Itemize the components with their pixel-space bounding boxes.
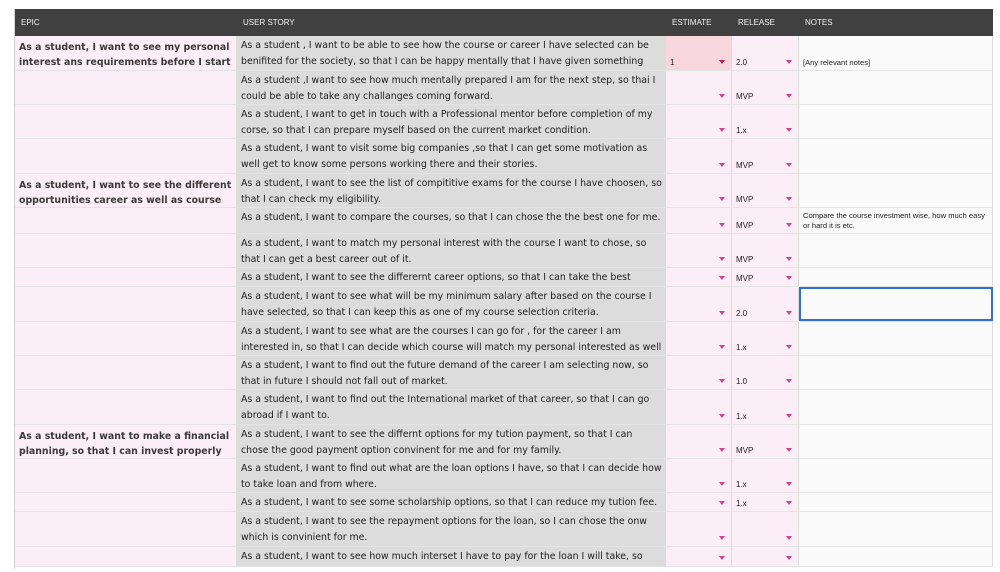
user-story-cell[interactable]: As a student ,I want to see how much mentally prepared I am for the next step, so thai I could be able to take any challanges coming forward.: [237, 71, 666, 104]
epic-cell[interactable]: [15, 139, 237, 173]
user-story-cell[interactable]: As a student, I want to find out what are the loan options I have, so that I can decide how to take loan and from where.: [237, 459, 666, 492]
user-story-cell[interactable]: As a student, I want to get in touch with a Professional mentor before completion of my corse, so that I can prepare myself based on the current market condition.: [237, 105, 666, 138]
table-row: [15, 234, 993, 268]
estimate-dropdown[interactable]: [666, 268, 732, 286]
dropdown-arrow-icon[interactable]: [786, 345, 792, 349]
header-row: [15, 9, 993, 36]
epic-cell[interactable]: [15, 547, 237, 566]
release-value: 2.0: [736, 58, 748, 67]
epic-cell[interactable]: [15, 268, 237, 286]
table-row: [15, 459, 993, 493]
user-story-cell[interactable]: As a student, I want to visit some big companies ,so that I can get some motivation as well get to know some persons working there and their stories.: [237, 139, 666, 173]
release-dropdown[interactable]: [732, 234, 799, 267]
release-value: MVP: [736, 274, 754, 283]
dropdown-arrow-icon[interactable]: [719, 94, 725, 98]
release-dropdown[interactable]: [732, 36, 799, 70]
user-story-cell[interactable]: As a student, I want to see the repayment options for the loan, so I can chose the onw which is convinient for me.: [237, 512, 666, 546]
table-row: [15, 36, 993, 71]
release-dropdown[interactable]: [732, 425, 799, 458]
user-story-cell[interactable]: As a student, I want to see the differernt career options, so that I can take the best: [237, 268, 666, 286]
spreadsheet: [14, 9, 993, 569]
epic-cell[interactable]: [15, 390, 237, 424]
user-story-cell[interactable]: As a student, I want to see the differnt options for my tution payment, so that I can chose the good payment option convinent for me and for my family.: [237, 425, 666, 458]
dropdown-arrow-icon[interactable]: [719, 501, 725, 505]
release-value: 1.0: [736, 377, 748, 386]
notes-cell[interactable]: [799, 493, 993, 511]
dropdown-arrow-icon[interactable]: [719, 345, 725, 349]
release-value: MVP: [736, 221, 754, 230]
release-value: 1.x: [736, 412, 747, 421]
release-value: MVP: [736, 255, 754, 264]
dropdown-arrow-icon[interactable]: [786, 536, 792, 540]
dropdown-arrow-icon[interactable]: [719, 276, 725, 280]
dropdown-arrow-icon[interactable]: [786, 379, 792, 383]
release-dropdown[interactable]: [732, 287, 799, 321]
epic-cell[interactable]: [15, 208, 237, 233]
dropdown-arrow-icon[interactable]: [719, 536, 725, 540]
release-value: MVP: [736, 161, 754, 170]
notes-cell[interactable]: [799, 512, 993, 546]
estimate-dropdown[interactable]: [666, 105, 732, 138]
epic-cell[interactable]: [15, 71, 237, 104]
release-value: 1.x: [736, 499, 747, 508]
dropdown-arrow-icon[interactable]: [786, 556, 792, 560]
dropdown-arrow-icon[interactable]: [786, 128, 792, 132]
table-row: [15, 105, 993, 139]
dropdown-arrow-icon[interactable]: [786, 311, 792, 315]
dropdown-arrow-icon[interactable]: [786, 501, 792, 505]
estimate-dropdown[interactable]: [666, 71, 732, 104]
release-dropdown[interactable]: [732, 493, 799, 511]
table-row: [15, 356, 993, 390]
estimate-dropdown[interactable]: [666, 390, 732, 424]
notes-cell[interactable]: [799, 547, 993, 566]
release-dropdown[interactable]: [732, 71, 799, 104]
estimate-dropdown[interactable]: [666, 459, 732, 492]
release-dropdown[interactable]: [732, 174, 799, 207]
table-row: [15, 208, 993, 234]
epic-cell[interactable]: As a student, I want to make a financial planning, so that I can invest properly: [15, 425, 237, 458]
user-story-cell[interactable]: As a student, I want to see the list of compititive exams for the course I have choosen, so that I can check my eligibility.: [237, 174, 666, 207]
user-story-cell[interactable]: As a student, I want to find out the International market of that career, so that I can go abroad if I want to.: [237, 390, 666, 424]
notes-cell[interactable]: [799, 287, 993, 321]
user-story-cell[interactable]: As a student, I want to see what are the courses I can go for , for the career I am interested in, so that I can decide which course will match my personal interested as well: [237, 322, 666, 355]
estimate-dropdown[interactable]: [666, 36, 732, 70]
table-row: [15, 493, 993, 512]
dropdown-arrow-icon[interactable]: [719, 414, 725, 418]
user-story-cell[interactable]: As a student, I want to see some scholarship options, so that I can reduce my tution fee.: [237, 493, 666, 511]
notes-cell[interactable]: [799, 36, 993, 70]
epic-cell[interactable]: [15, 322, 237, 355]
table-row: [15, 512, 993, 547]
release-dropdown[interactable]: [732, 390, 799, 424]
release-value: 1.x: [736, 343, 747, 352]
notes-cell[interactable]: [799, 71, 993, 104]
release-dropdown[interactable]: [732, 356, 799, 389]
estimate-dropdown[interactable]: [666, 356, 732, 389]
dropdown-arrow-icon[interactable]: [719, 257, 725, 261]
header-release[interactable]: RELEASE: [738, 18, 775, 27]
release-dropdown[interactable]: [732, 268, 799, 286]
user-story-cell[interactable]: As a student, I want to match my personal interest with the course I want to chose, so that I can get a best career out of it.: [237, 234, 666, 267]
table-row: [15, 322, 993, 356]
epic-cell[interactable]: As a student, I want to see the different opportunities career as well as course: [15, 174, 237, 207]
dropdown-arrow-icon[interactable]: [786, 276, 792, 280]
dropdown-arrow-icon[interactable]: [786, 197, 792, 201]
release-dropdown[interactable]: [732, 512, 799, 546]
notes-cell[interactable]: [799, 425, 993, 458]
estimate-value: 1: [670, 58, 675, 67]
estimate-dropdown[interactable]: [666, 174, 732, 207]
user-story-cell[interactable]: As a student, I want to find out the future demand of the career I am selecting now, so that in future I should not fall out of market.: [237, 356, 666, 389]
table-row: [15, 174, 993, 208]
epic-cell[interactable]: [15, 105, 237, 138]
table-row: [15, 425, 993, 459]
release-value: MVP: [736, 195, 754, 204]
dropdown-arrow-icon[interactable]: [786, 94, 792, 98]
header-estimate[interactable]: ESTIMATE: [672, 18, 712, 27]
dropdown-arrow-icon[interactable]: [786, 223, 792, 227]
release-dropdown[interactable]: [732, 105, 799, 138]
dropdown-arrow-icon[interactable]: [719, 197, 725, 201]
notes-cell[interactable]: [799, 459, 993, 492]
epic-cell[interactable]: [15, 512, 237, 546]
user-story-cell[interactable]: As a student, I want to see what will be my minimum salary after based on the course I have selected, so that I can keep this as one of my course selection criteria.: [237, 287, 666, 321]
dropdown-arrow-icon[interactable]: [786, 257, 792, 261]
dropdown-arrow-icon[interactable]: [719, 482, 725, 486]
dropdown-arrow-icon[interactable]: [786, 414, 792, 418]
epic-cell[interactable]: As a student, I want to see my personal interest ans requirements before I start: [15, 36, 237, 70]
epic-cell[interactable]: [15, 356, 237, 389]
dropdown-arrow-icon[interactable]: [719, 60, 725, 64]
header-notes[interactable]: NOTES: [805, 18, 833, 27]
estimate-dropdown[interactable]: [666, 547, 732, 566]
release-dropdown[interactable]: [732, 139, 799, 173]
notes-cell[interactable]: [799, 139, 993, 173]
notes-cell[interactable]: [799, 174, 993, 207]
release-dropdown[interactable]: [732, 322, 799, 355]
table-body: [15, 36, 993, 567]
dropdown-arrow-icon[interactable]: [719, 311, 725, 315]
estimate-dropdown[interactable]: [666, 139, 732, 173]
notes-cell[interactable]: [799, 356, 993, 389]
estimate-dropdown[interactable]: [666, 322, 732, 355]
notes-cell[interactable]: [799, 322, 993, 355]
estimate-dropdown[interactable]: [666, 512, 732, 546]
notes-cell[interactable]: [799, 208, 993, 233]
notes-cell[interactable]: [799, 268, 993, 286]
table-row: [15, 268, 993, 287]
release-dropdown[interactable]: [732, 208, 799, 233]
dropdown-arrow-icon[interactable]: [719, 163, 725, 167]
table-row: [15, 390, 993, 425]
epic-cell[interactable]: [15, 234, 237, 267]
table-row: [15, 139, 993, 174]
dropdown-arrow-icon[interactable]: [719, 128, 725, 132]
release-dropdown[interactable]: [732, 459, 799, 492]
notes-cell[interactable]: [799, 105, 993, 138]
epic-cell[interactable]: [15, 493, 237, 511]
estimate-dropdown[interactable]: [666, 208, 732, 233]
user-story-cell[interactable]: As a student, I want to compare the courses, so that I can chose the the best one for me.: [237, 208, 666, 233]
estimate-dropdown[interactable]: [666, 234, 732, 267]
table-row: [15, 71, 993, 105]
dropdown-arrow-icon[interactable]: [719, 556, 725, 560]
release-value: 2.0: [736, 309, 748, 318]
estimate-dropdown[interactable]: [666, 425, 732, 458]
epic-cell[interactable]: [15, 459, 237, 492]
user-story-cell[interactable]: As a student , I want to be able to see how the course or career I have selected can be benifited for the society, so that I can be happy mentally that I have given something: [237, 36, 666, 70]
header-user-story[interactable]: USER STORY: [243, 18, 295, 27]
dropdown-arrow-icon[interactable]: [786, 448, 792, 452]
estimate-dropdown[interactable]: [666, 287, 732, 321]
notes-text: [Any relevant notes]: [803, 58, 871, 67]
release-value: 1.x: [736, 126, 747, 135]
release-value: MVP: [736, 92, 754, 101]
dropdown-arrow-icon[interactable]: [719, 448, 725, 452]
release-dropdown[interactable]: [732, 547, 799, 566]
release-value: MVP: [736, 446, 754, 455]
dropdown-arrow-icon[interactable]: [786, 163, 792, 167]
notes-cell[interactable]: [799, 390, 993, 424]
notes-text: Compare the course investment wise, how much easy or hard it is etc.: [803, 211, 985, 230]
dropdown-arrow-icon[interactable]: [786, 60, 792, 64]
epic-cell[interactable]: [15, 287, 237, 321]
table-row: [15, 547, 993, 567]
user-story-cell[interactable]: As a student, I want to see how much interset I have to pay for the loan I will take, so: [237, 547, 666, 566]
estimate-dropdown[interactable]: [666, 493, 732, 511]
table-row: [15, 287, 993, 322]
dropdown-arrow-icon[interactable]: [786, 482, 792, 486]
release-value: 1.x: [736, 480, 747, 489]
notes-cell[interactable]: [799, 234, 993, 267]
dropdown-arrow-icon[interactable]: [719, 379, 725, 383]
dropdown-arrow-icon[interactable]: [719, 223, 725, 227]
header-epic[interactable]: EPIC: [21, 18, 40, 27]
